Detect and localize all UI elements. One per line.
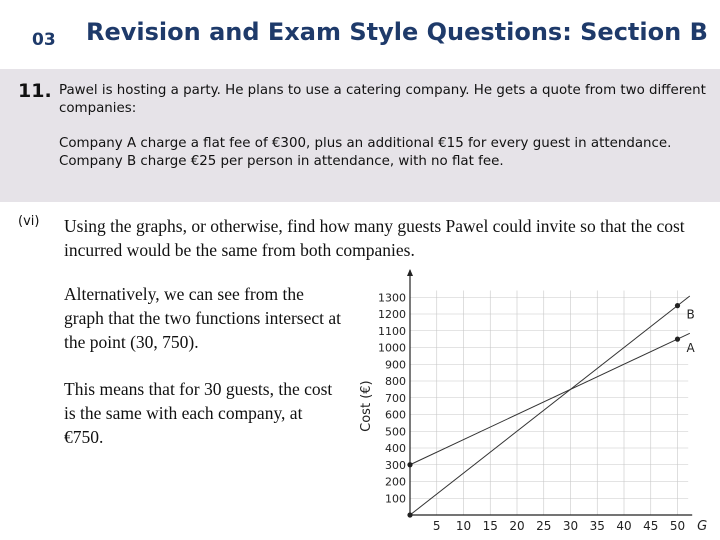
y-tick-label: 1100: [378, 324, 406, 338]
company-a-description: Company A charge a flat fee of €300, plus an additional €15 for every guest in attendance.: [59, 136, 672, 151]
x-tick-label: 45: [643, 519, 659, 533]
part-label: (vi): [18, 214, 40, 229]
section-number: 03: [32, 30, 56, 50]
y-tick-label: 100: [385, 492, 406, 506]
slide-header: [0, 0, 720, 66]
x-tick-label: 5: [432, 519, 441, 533]
series-label-A: A: [686, 341, 695, 356]
y-tick-label: 1200: [378, 308, 406, 321]
y-tick-label: 1000: [378, 341, 406, 355]
data-point: [675, 337, 680, 342]
chart-ticks: [378, 291, 685, 533]
x-tick-label: 40: [616, 519, 632, 533]
series-line-B: [410, 296, 690, 515]
question-intro: Pawel is hosting a party. He plans to use a catering company. He gets a quote from two different companies:: [59, 83, 706, 116]
data-point: [675, 303, 680, 308]
y-tick-label: 700: [385, 391, 406, 405]
chart-series: [407, 296, 689, 518]
x-tick-label: 25: [536, 519, 552, 533]
data-point: [407, 462, 412, 467]
answer-paragraph-2: This means that for 30 guests, the cost is the same with each company, at €750.: [64, 379, 333, 447]
y-tick-label: 200: [385, 475, 406, 489]
y-axis-arrow: [407, 269, 413, 276]
question-companies: [59, 135, 709, 171]
x-tick-label: 20: [509, 519, 525, 533]
question-number: 11.: [18, 80, 52, 102]
y-tick-label: 900: [385, 358, 406, 372]
x-axis-label: G: [697, 519, 708, 534]
x-tick-label: 30: [562, 519, 579, 533]
answer-paragraph-1: Alternatively, we can see from the graph that the two functions intersect at the point (30, 750).: [64, 284, 342, 352]
chart-grid: [410, 291, 688, 516]
y-axis-label: Cost (€): [359, 380, 374, 432]
series-label-B: B: [686, 307, 695, 322]
data-point: [407, 512, 412, 517]
cost-chart: [352, 262, 720, 540]
y-tick-label: 600: [385, 408, 406, 422]
part-question: Using the graphs, or otherwise, find how many guests Pawel could invite so that the cost incurred would be the same from both companies.: [64, 216, 685, 260]
series-line-A: [410, 333, 690, 464]
y-tick-label: 800: [385, 375, 406, 388]
company-b-description: Company B charge €25 per person in attendance, with no flat fee.: [59, 154, 504, 169]
slide-title: Revision and Exam Style Questions: Section B: [86, 18, 708, 46]
y-tick-label: 300: [385, 458, 406, 472]
x-tick-label: 10: [455, 519, 472, 533]
y-tick-label: 1300: [378, 291, 406, 305]
chart-axes: [407, 269, 692, 515]
x-tick-label: 15: [482, 519, 498, 533]
y-tick-label: 400: [385, 442, 406, 455]
chart-labels: [359, 308, 707, 534]
x-tick-label: 35: [589, 519, 605, 533]
y-tick-label: 500: [385, 425, 406, 439]
x-tick-label: 50: [669, 519, 686, 533]
